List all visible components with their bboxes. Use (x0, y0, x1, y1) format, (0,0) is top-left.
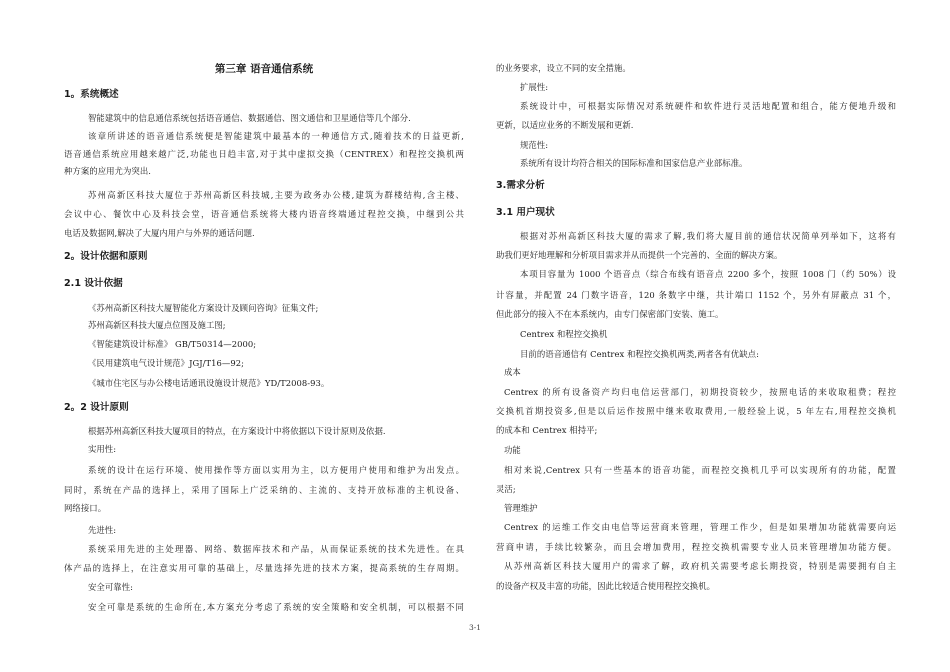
subsection-label: Centrex 和程控交换机 (520, 329, 608, 339)
paragraph-line: 根据对苏州高新区科技大厦的需求了解,我们将大厦目前的通信状况简单列举如下，这将有 (520, 231, 896, 241)
paragraph-line: 从苏州高新区科技大厦用户的需求了解，政府机关需要考虑长期投资，特别是需要拥有自主 (504, 561, 896, 571)
paragraph-line: 会议中心、餐饮中心及科技会堂，语音通信系统将大楼内语音终端通过程控交换，中继到公共 (64, 209, 464, 219)
paragraph-line: 种方案的应用尤为突出. (64, 166, 151, 176)
principle-label: 安全可靠性: (88, 582, 133, 592)
section-3-1-heading: 3.1 用户现状 (496, 207, 555, 218)
paragraph-line: 安全可靠是系统的生命所在,本方案充分考虑了系统的安全策略和安全机制，可以根据不同 (88, 602, 464, 612)
paragraph-line: 苏州高新区科技大厦位于苏州高新区科技城,主要为政务办公楼,建筑为群楼结构,含主楼、 (88, 190, 464, 200)
principle-label: 实用性: (88, 444, 117, 454)
paragraph-line: 本项目容量为 1000 个语音点（综合布线有语音点 2200 多个，按照 1008 门（约 50%）设 (520, 269, 896, 279)
paragraph-line: 的业务要求，设立不同的安全措施。 (496, 63, 631, 73)
paragraph-line: 网络接口。 (64, 503, 107, 513)
principle-label: 先进性: (88, 525, 117, 535)
paragraph-line: 计容量，并配置 24 门数字语音，120 条数字中继，共计端口 1152 个，另外有屏蔽点 31 个， (496, 290, 896, 300)
paragraph-line: 助我们更好地理解和分析项目需求并从而提供一个完善的、全面的解决方案。 (496, 250, 783, 260)
page-number: 3-1 (468, 623, 482, 632)
paragraph-line: 更新，以适应业务的不断发展和更新. (496, 120, 634, 130)
paragraph-line: 相对来说,Centrex 只有一些基本的语音功能，而程控交换机几乎可以实现所有的功能，配置 (504, 465, 896, 475)
chapter-title: 第三章 语音通信系统 (214, 63, 314, 75)
section-2-1-heading: 2.1 设计依据 (64, 278, 123, 289)
section-1-heading: 1。系统概述 (64, 89, 119, 100)
paragraph-line: 系统设计中，可根据实际情况对系统硬件和软件进行灵活地配置和组合，能方便地升级和 (520, 101, 896, 111)
paragraph-line: 灵活; (496, 484, 516, 494)
list-item: 《苏州高新区科技大厦智能化方案设计及顾问咨询》征集文件; (88, 303, 319, 313)
list-item: 《智能建筑设计标准》 GB/T50314—2000; (88, 339, 257, 349)
paragraph-line: 营商申请，手续比较繁杂，而且会增加费用，程控交换机需要专业人员来管理增加功能方便。 (496, 542, 896, 552)
paragraph-line: 电话及数据网,解决了大厦内用户与外界的通话问题. (64, 228, 255, 238)
paragraph-line: 语音通信系统应用越来越广泛,功能也日趋丰富,对于其中虚拟交换（CENTREX）和程控交换机两 (64, 149, 464, 159)
paragraph-line: 智能建筑中的信息通信系统包括语音通信、数据通信、图文通信和卫星通信等几个部分. (88, 113, 411, 123)
paragraph-line: 但此部分的接入不在本系统内，由专门保密部门安装、施工。 (496, 309, 724, 319)
principle-label: 扩展性: (520, 82, 549, 92)
paragraph-line: 该章所讲述的语音通信系统便是智能建筑中最基本的一种通信方式,随着技术的日益更新, (88, 131, 464, 141)
comparison-label: 成本 (504, 367, 521, 377)
paragraph-line: 同时，系统在产品的选择上，采用了国际上广泛采纳的、主流的、支持开放标准的主机设备、 (64, 485, 464, 495)
section-3-heading: 3.需求分析 (496, 180, 545, 191)
paragraph-line: 交换机首期投资多,但是以后运作按照中继来收取费用,一般经验上说，5 年左右,用程控交换机 (496, 406, 896, 416)
section-2-heading: 2。设计依据和原则 (64, 251, 148, 262)
principle-label: 规范性: (520, 140, 549, 150)
paragraph-line: 的设备产权及丰富的功能，因此比较适合使用程控交换机。 (496, 581, 716, 591)
comparison-label: 功能 (504, 445, 521, 455)
comparison-label: 管理维护 (504, 503, 538, 513)
section-2-2-heading: 2。2 设计原则 (64, 402, 129, 413)
paragraph-line: 根据苏州高新区科技大厦项目的特点，在方案设计中将依据以下设计原则及依据. (88, 426, 386, 436)
paragraph-line: 目前的语音通信有 Centrex 和程控交换机两类,两者各有优缺点: (520, 349, 759, 359)
paragraph-line: 系统的设计在运行环境、使用操作等方面以实用为主，以方便用户使用和维护为出发点。 (88, 465, 464, 475)
paragraph-line: 系统所有设计均符合相关的国际标准和国家信息产业部标准。 (520, 158, 748, 168)
paragraph-line: Centrex 的所有设备资产均归电信运营部门，初期投资较少，按照电话的来收取租费；程控 (504, 387, 896, 397)
list-item: 《城市住宅区与办公楼电话通讯设施设计规范》YD/T2008-93。 (88, 378, 330, 388)
list-item: 《民用建筑电气设计规范》JGJ/T16—92; (88, 358, 244, 368)
list-item: 苏州高新区科技大厦点位图及施工图; (88, 320, 226, 330)
paragraph-line: 系统采用先进的主处理器、网络、数据库技术和产品，从而保证系统的技术先进性。在具 (88, 544, 464, 554)
paragraph-line: 体产品的选择上，在注意实用可靠的基础上，尽量选择先进的技术方案，提高系统的生存周期。 (64, 563, 464, 573)
paragraph-line: Centrex 的运维工作交由电信等运营商来管理，管理工作少，但是如果增加功能就需要向运 (504, 522, 896, 532)
paragraph-line: 的成本和 Centrex 相持平; (496, 425, 598, 435)
